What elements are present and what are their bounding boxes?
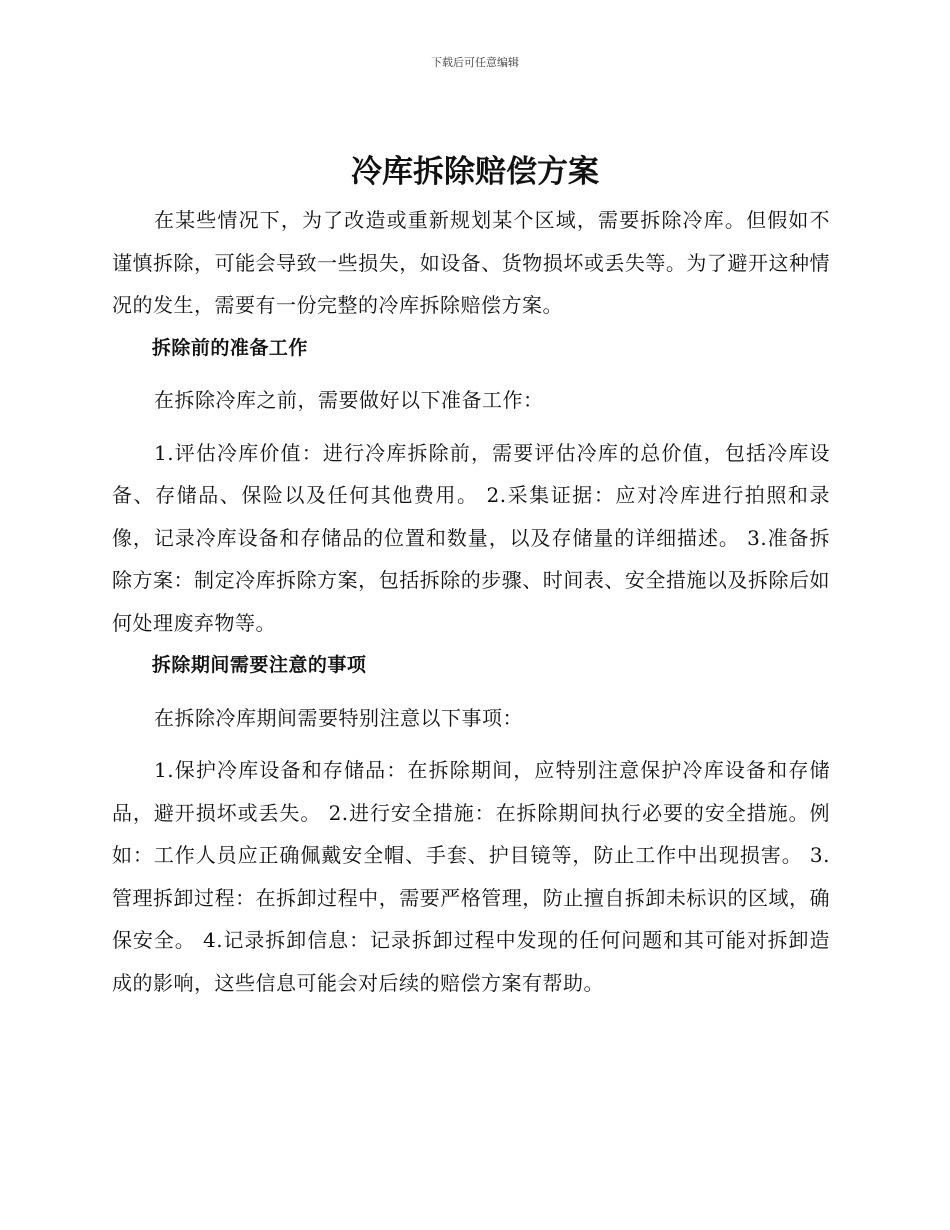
- section-body-preparation: 1.评估冷库价值：进行冷库拆除前，需要评估冷库的总价值，包括冷库设备、存储品、保险以及任何其他费用。 2.采集证据：应对冷库进行拍照和录像，记录冷库设备和存储品的位置和数量，以及存储量的详细描述。 3.准备拆除方案：制定冷库拆除方案，包括拆除的步骤、时间表、安全措施以及拆除后如何处理废弃物等。: [112, 440, 830, 635]
- intro-paragraph: 在某些情况下，为了改造或重新规划某个区域，需要拆除冷库。但假如不谨慎拆除，可能会导致一些损失，如设备、货物损坏或丢失等。为了避开这种情况的发生，需要有一份完整的冷库拆除赔偿方案。: [112, 208, 830, 317]
- section-lead-preparation: 在拆除冷库之前，需要做好以下准备工作：: [154, 388, 544, 412]
- section-heading-preparation: 拆除前的准备工作: [151, 336, 308, 359]
- document-title: 冷库拆除赔偿方案: [351, 154, 599, 190]
- section-body-precautions: 1.保护冷库设备和存储品：在拆除期间，应特别注意保护冷库设备和存储品，避开损坏或丢失。 2.进行安全措施：在拆除期间执行必要的安全措施。例如：工作人员应正确佩戴安全帽、手套、护目镜等，防止工作中出现损害。 3.管理拆卸过程：在拆卸过程中，需要严格管理，防止擅自拆卸未标识的区域，确保安全。 4.记录拆卸信息：记录拆卸过程中发现的任何问题和其可能对拆卸造成的影响，这些信息可能会对后续的赔偿方案有帮助。: [112, 758, 830, 995]
- document-body: [112, 199, 830, 1004]
- section-heading-precautions: 拆除期间需要注意的事项: [151, 654, 367, 676]
- header-note: 下载后可任意编辑: [431, 56, 519, 69]
- section-lead-precautions: 在拆除冷库期间需要特别注意以下事项：: [154, 705, 523, 730]
